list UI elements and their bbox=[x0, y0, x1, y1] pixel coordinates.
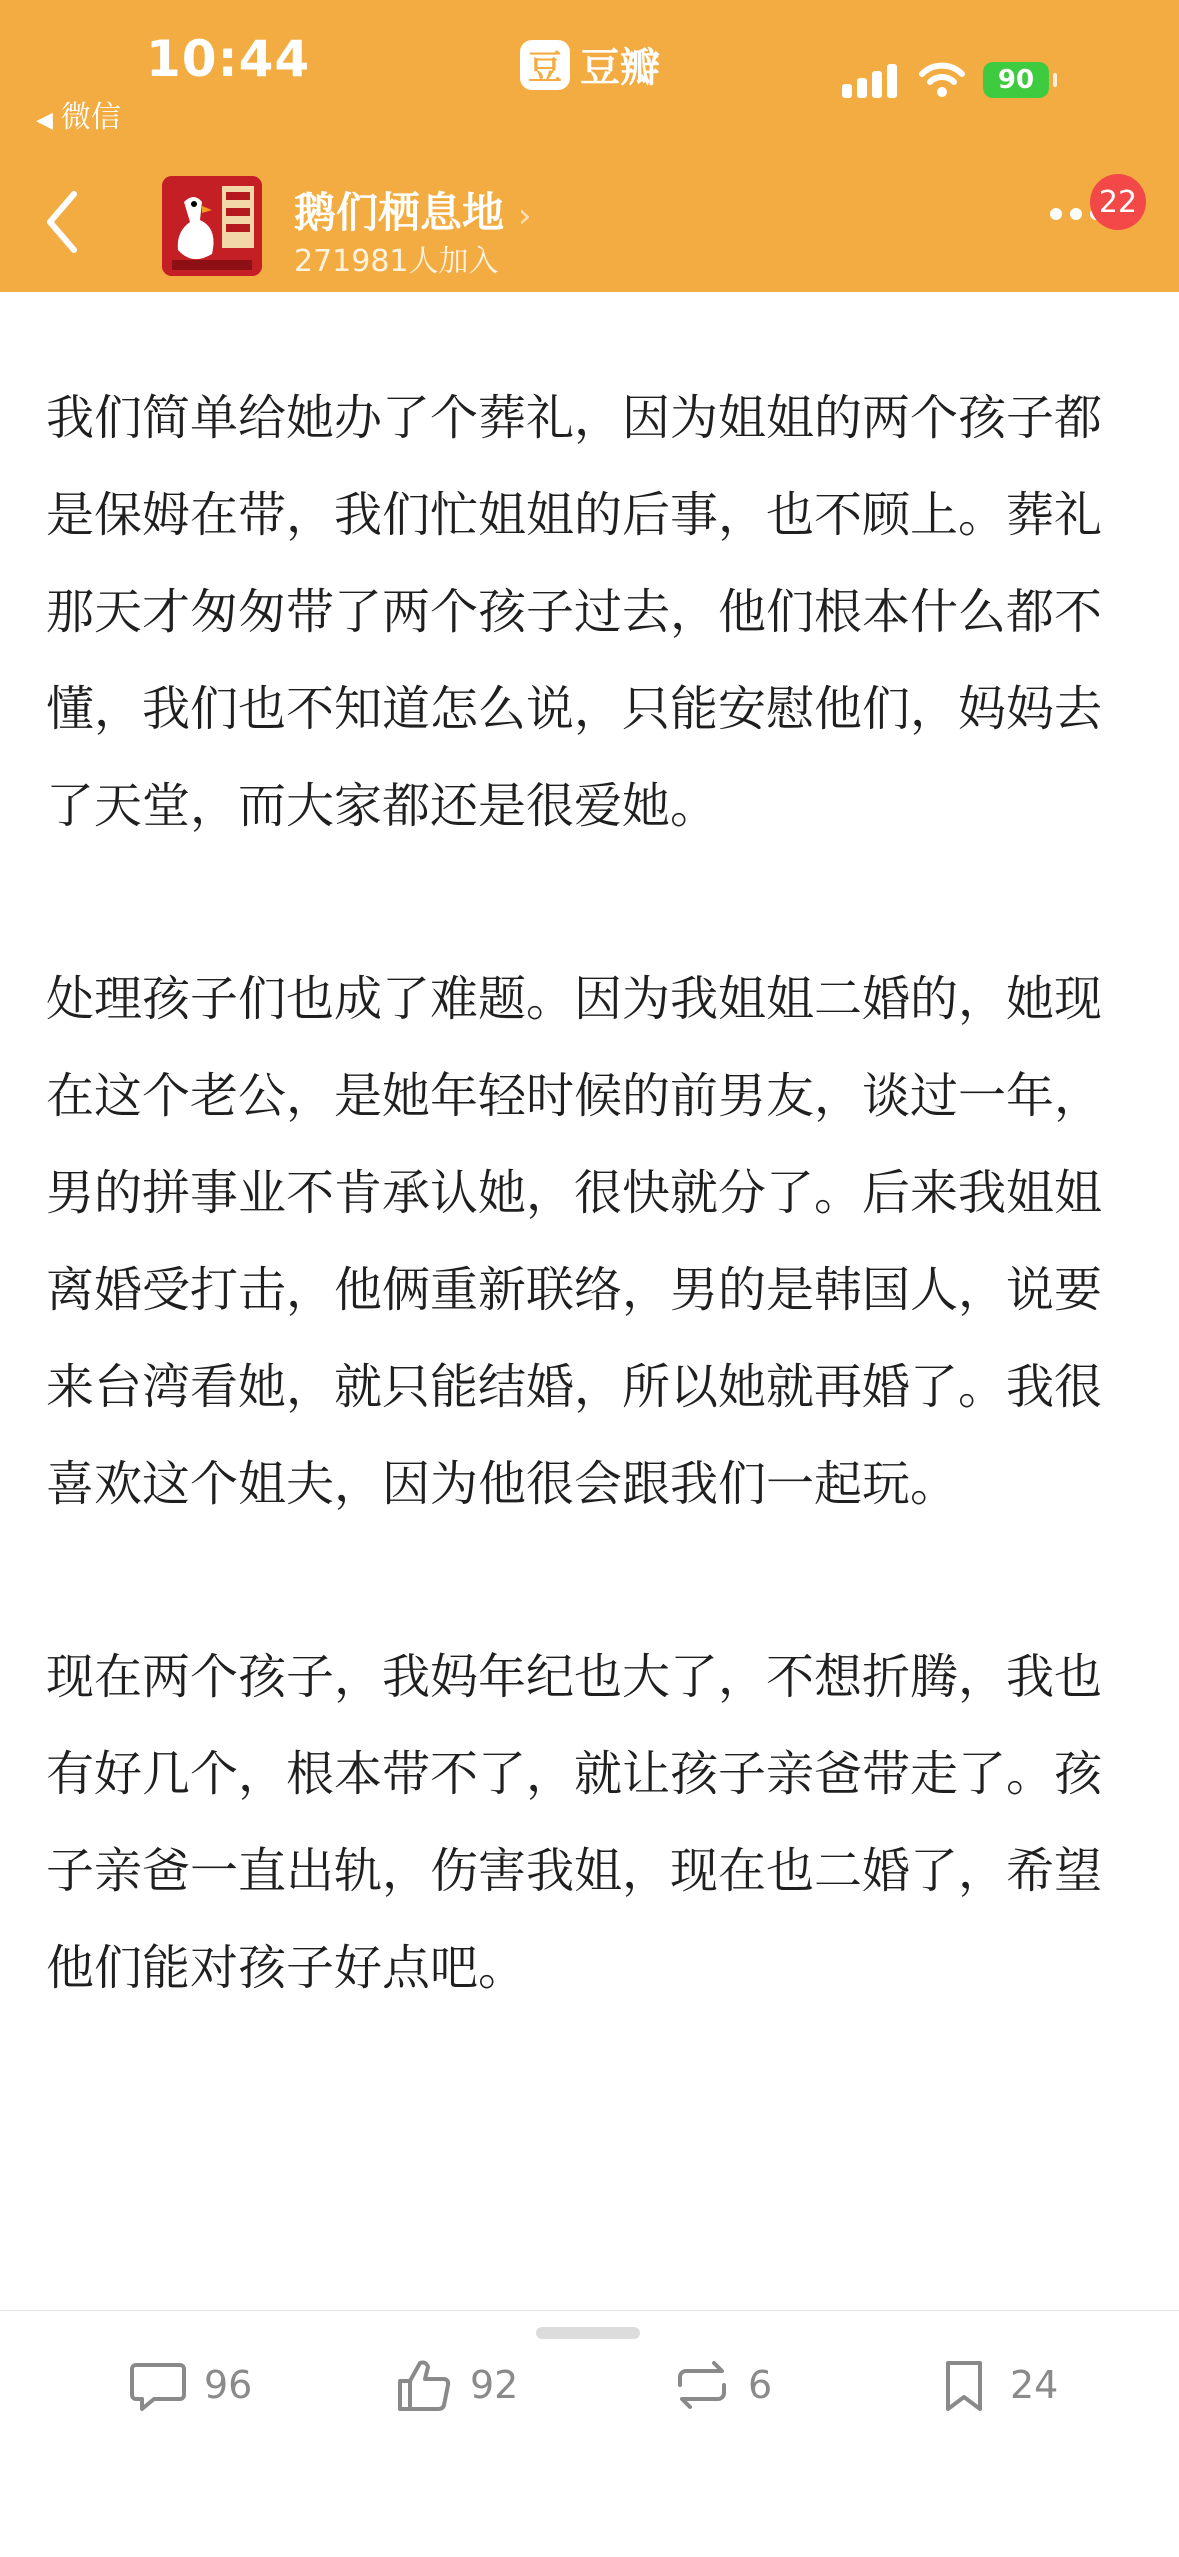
comment-button[interactable] bbox=[128, 2355, 252, 2415]
cellular-signal-icon bbox=[842, 62, 897, 98]
notification-badge: 22 bbox=[1090, 174, 1146, 230]
reshare-button[interactable] bbox=[672, 2355, 772, 2415]
status-indicators bbox=[842, 62, 1049, 98]
battery-icon bbox=[983, 62, 1049, 98]
wifi-icon bbox=[919, 62, 965, 98]
post-paragraph: 处理孩子们也成了难题。因为我姐姐二婚的，她现在这个老公，是她年轻时候的前男友，谈过一年，男的拼事业不肯承认她，很快就分了。后来我姐姐离婚受打击，他俩重新联络，男的是韩国人，说要来台湾看她，就只能结婚，所以她就再婚了。我很喜欢这个姐夫，因为他很会跟我们一起玩。 bbox=[46, 971, 1103, 1512]
app-logo-icon: 豆 bbox=[520, 40, 570, 90]
post-paragraph: 现在两个孩子，我妈年纪也大了，不想折腾，我也有好几个，根本带不了，就让孩子亲爸带走了。孩子亲爸一直出轨，伤害我姐，现在也二婚了，希望他们能对孩子好点吧。 bbox=[46, 1649, 1103, 1996]
back-triangle-icon: ◀ bbox=[36, 108, 53, 133]
collect-button[interactable] bbox=[934, 2355, 1058, 2415]
group-member-count: 271981人加入 bbox=[294, 244, 499, 279]
status-time: 10:44 bbox=[146, 30, 311, 88]
top-header bbox=[0, 0, 1179, 292]
app-brand bbox=[520, 36, 660, 93]
group-name: 鹅们栖息地 bbox=[294, 188, 505, 237]
back-icon[interactable] bbox=[42, 190, 82, 254]
reshare-icon bbox=[672, 2355, 732, 2415]
back-to-wechat[interactable] bbox=[36, 92, 121, 136]
group-name-link[interactable] bbox=[294, 180, 532, 240]
post-content bbox=[46, 370, 1136, 2113]
action-bar bbox=[0, 2310, 1179, 2557]
post-paragraph: 我们简单给她办了个葬礼，因为姐姐的两个孩子都是保姆在带，我们忙姐姐的后事，也不顾上。葬礼那天才匆匆带了两个孩子过去，他们根本什么都不懂，我们也不知道怎么说，只能安慰他们，妈妈去了天堂，而大家都还是很爱她。 bbox=[46, 390, 1103, 834]
bookmark-icon bbox=[934, 2355, 994, 2415]
drag-handle[interactable] bbox=[536, 2327, 640, 2339]
back-app-label: 微信 bbox=[60, 100, 121, 135]
reshare-count: 6 bbox=[748, 2363, 773, 2407]
like-button[interactable] bbox=[394, 2355, 518, 2415]
chevron-right-icon: › bbox=[518, 196, 532, 236]
battery-level: 90 bbox=[997, 65, 1035, 95]
collect-count: 24 bbox=[1010, 2363, 1059, 2407]
thumbs-up-icon bbox=[394, 2355, 454, 2415]
comment-icon bbox=[128, 2355, 188, 2415]
group-avatar[interactable] bbox=[162, 176, 262, 276]
like-count: 92 bbox=[470, 2363, 519, 2407]
goose-avatar-image bbox=[162, 176, 262, 276]
comment-count: 96 bbox=[204, 2363, 253, 2407]
app-name: 豆瓣 bbox=[580, 45, 660, 91]
